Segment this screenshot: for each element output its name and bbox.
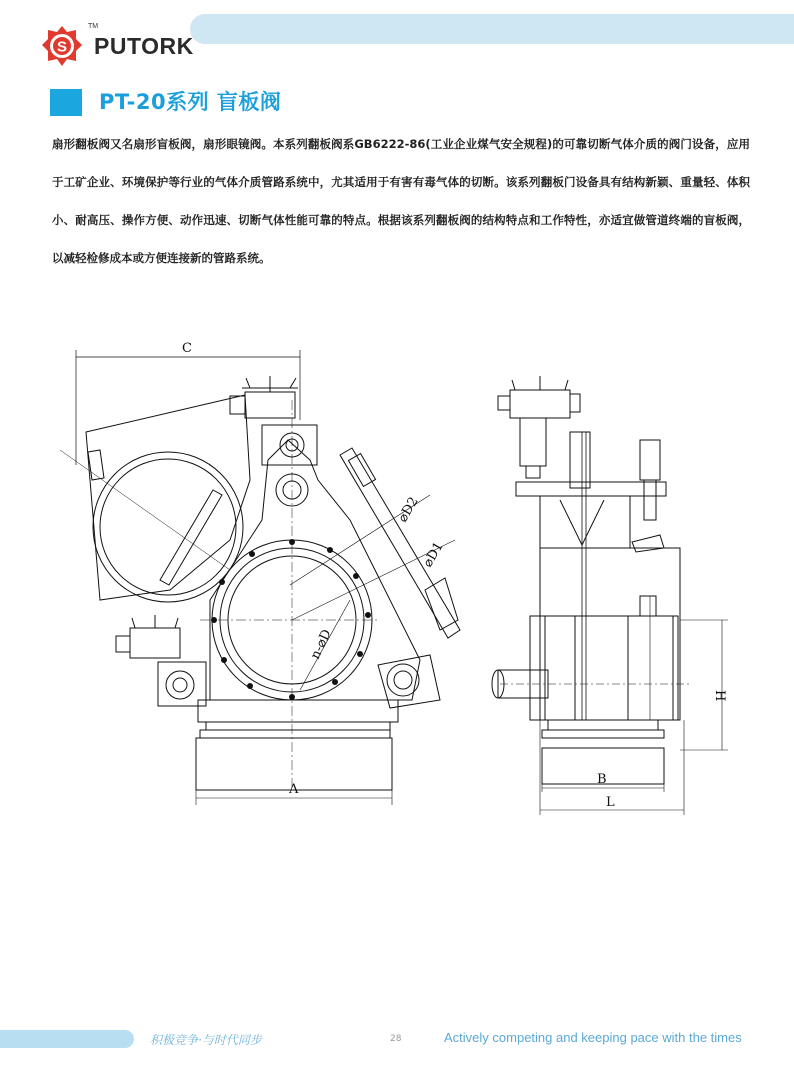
dim-label-b: B (597, 772, 607, 787)
valve-technical-drawing (0, 300, 794, 830)
dim-label-h: H (712, 690, 727, 702)
dim-label-d1: ⌀D1 (420, 539, 447, 570)
dim-label-a: A (289, 782, 299, 797)
brand-name: PUTORK (94, 33, 194, 59)
page-header (0, 0, 794, 72)
page-number: 28 (390, 1034, 402, 1044)
dim-label-d2: ⌀D2 (395, 494, 422, 525)
footer-slogan-cn: 积极竞争·与时代同步 (150, 1033, 262, 1047)
trademark: TM (88, 23, 99, 30)
page-title: PT-20系列 盲板阀 (99, 90, 282, 114)
logo-letter: S (56, 38, 68, 56)
header-band (190, 14, 794, 44)
footer-slogan-en: Actively competing and keeping pace with the times (444, 1030, 742, 1045)
dim-label-nd: n-⌀D (308, 627, 335, 662)
dim-label-c: C (182, 341, 192, 356)
putork-logo-icon (40, 24, 84, 68)
footer-band (0, 1030, 134, 1048)
title-marker (50, 89, 82, 116)
description-paragraph: 扇形翻板阀又名扇形盲板阀，扇形眼镜阀。本系列翻板阀系GB6222-86(工业企业煤气安全规程)的可靠切断气体介质的阀门设备，应用于工矿企业、环境保护等行业的气体介质管路系统中，尤其适用于有害有毒气体的切断。该系列翻板门设备具有结构新颖、重量轻、体积小、耐高压、操作方便、动作迅速、切断气体性能可靠的特点。根据该系列翻板阀的结构特点和工作特性，亦适宜做管道终端的盲板阀，以减轻检修成本或方便连接新的管路系统。 (52, 137, 750, 265)
dim-label-l: L (606, 795, 615, 810)
